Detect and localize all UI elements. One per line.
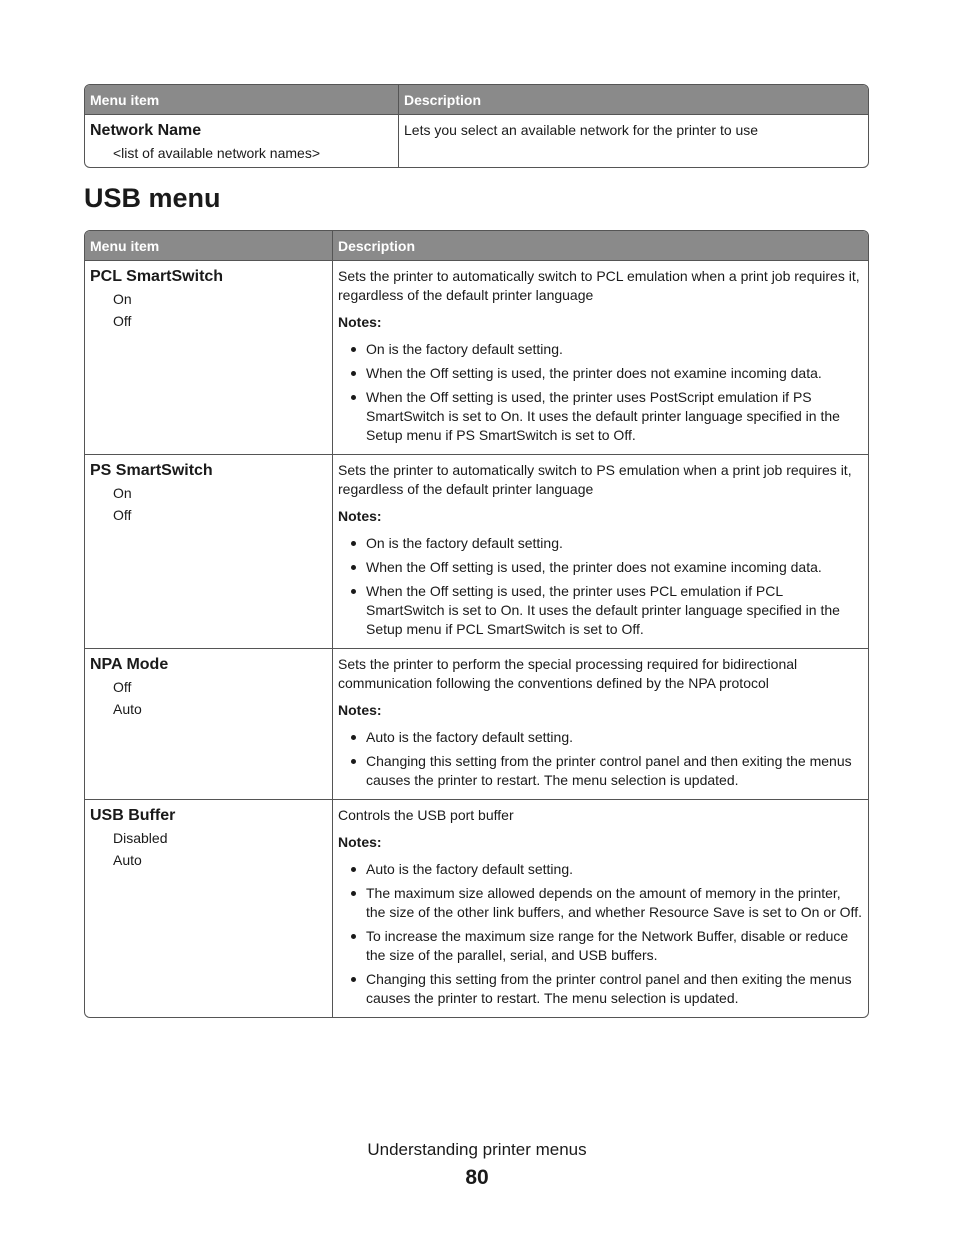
note-item: When the Off setting is used, the printer does not examine incoming data. — [338, 364, 863, 383]
note-item: On is the factory default setting. — [338, 534, 863, 553]
menu-item-option: Auto — [113, 852, 142, 868]
page-number: 80 — [465, 1166, 489, 1189]
table-row — [85, 648, 868, 799]
notes-label: Notes: — [338, 834, 382, 850]
menu-item-option: Off — [113, 313, 132, 329]
menu-item-cell — [85, 454, 333, 648]
table-row — [85, 115, 868, 167]
description-cell — [333, 261, 868, 454]
table-header-row — [85, 231, 868, 261]
notes-list — [338, 860, 863, 1008]
menu-item-name: PS SmartSwitch — [90, 462, 213, 479]
table-row — [85, 261, 868, 454]
description-cell — [333, 648, 868, 799]
description-column-header: Description — [333, 231, 868, 261]
note-item: Changing this setting from the printer control panel and then exiting the menus causes the printer to restart. The menu selection is updated. — [338, 752, 863, 790]
table-header-row — [85, 85, 868, 115]
description-text: Sets the printer to automatically switch to PS emulation when a print job requires it, regardless of the default printer language — [338, 462, 852, 497]
menu-item-option: Off — [113, 507, 132, 523]
note-item: On is the factory default setting. — [338, 340, 863, 359]
description-cell — [333, 799, 868, 1017]
menu-item-option: <list of available network names> — [113, 145, 320, 161]
menu-item-name: USB Buffer — [90, 807, 176, 824]
note-item: When the Off setting is used, the printer does not examine incoming data. — [338, 558, 863, 577]
menu-item-name: PCL SmartSwitch — [90, 268, 224, 285]
network-menu-table — [84, 84, 869, 168]
menu-item-cell — [85, 115, 399, 167]
description-column-header: Description — [399, 85, 868, 115]
description-text: Controls the USB port buffer — [338, 807, 514, 823]
table-row — [85, 799, 868, 1017]
notes-list — [338, 340, 863, 445]
note-item: When the Off setting is used, the printer uses PostScript emulation if PS SmartSwitch is set to On. It uses the default printer language specified in the Setup menu if PS SmartSwitch is set to Off. — [338, 388, 863, 445]
description-text: Sets the printer to automatically switch to PCL emulation when a print job requires it, regardless of the default printer language — [338, 268, 860, 303]
menu-item-cell — [85, 648, 333, 799]
menu-item-option: Auto — [113, 701, 142, 717]
usb-menu-table — [84, 230, 869, 1018]
description-cell — [399, 115, 868, 167]
note-item: The maximum size allowed depends on the amount of memory in the printer, the size of the other link buffers, and whether Resource Save is set to On or Off. — [338, 884, 863, 922]
menu-item-option: Off — [113, 679, 132, 695]
note-item: Auto is the factory default setting. — [338, 728, 863, 747]
menu-item-column-header: Menu item — [85, 231, 333, 261]
note-item: To increase the maximum size range for the Network Buffer, disable or reduce the size of the parallel, serial, and USB buffers. — [338, 927, 863, 965]
menu-item-column-header: Menu item — [85, 85, 399, 115]
table-row — [85, 454, 868, 648]
note-item: Auto is the factory default setting. — [338, 860, 863, 879]
notes-label: Notes: — [338, 702, 382, 718]
section-title: USB menu — [84, 183, 221, 213]
note-item: Changing this setting from the printer control panel and then exiting the menus causes the printer to restart. The menu selection is updated. — [338, 970, 863, 1008]
description-text: Sets the printer to perform the special processing required for bidirectional communication following the conventions defined by the NPA protocol — [338, 656, 798, 691]
notes-label: Notes: — [338, 314, 382, 330]
menu-item-name: Network Name — [90, 122, 202, 139]
menu-item-cell — [85, 799, 333, 1017]
menu-item-option: Disabled — [113, 830, 168, 846]
description-text: Lets you select an available network for the printer to use — [404, 122, 759, 138]
menu-item-option: On — [113, 291, 132, 307]
menu-item-option: On — [113, 485, 132, 501]
menu-item-name: NPA Mode — [90, 656, 169, 673]
notes-list — [338, 728, 863, 790]
description-cell — [333, 454, 868, 648]
footer-section-title: Understanding printer menus — [367, 1140, 587, 1159]
notes-list — [338, 534, 863, 639]
menu-item-cell — [85, 261, 333, 454]
notes-label: Notes: — [338, 508, 382, 524]
note-item: When the Off setting is used, the printer uses PCL emulation if PCL SmartSwitch is set to On. It uses the default printer language specified in the Setup menu if PCL SmartSwitch is set to Off. — [338, 582, 863, 639]
